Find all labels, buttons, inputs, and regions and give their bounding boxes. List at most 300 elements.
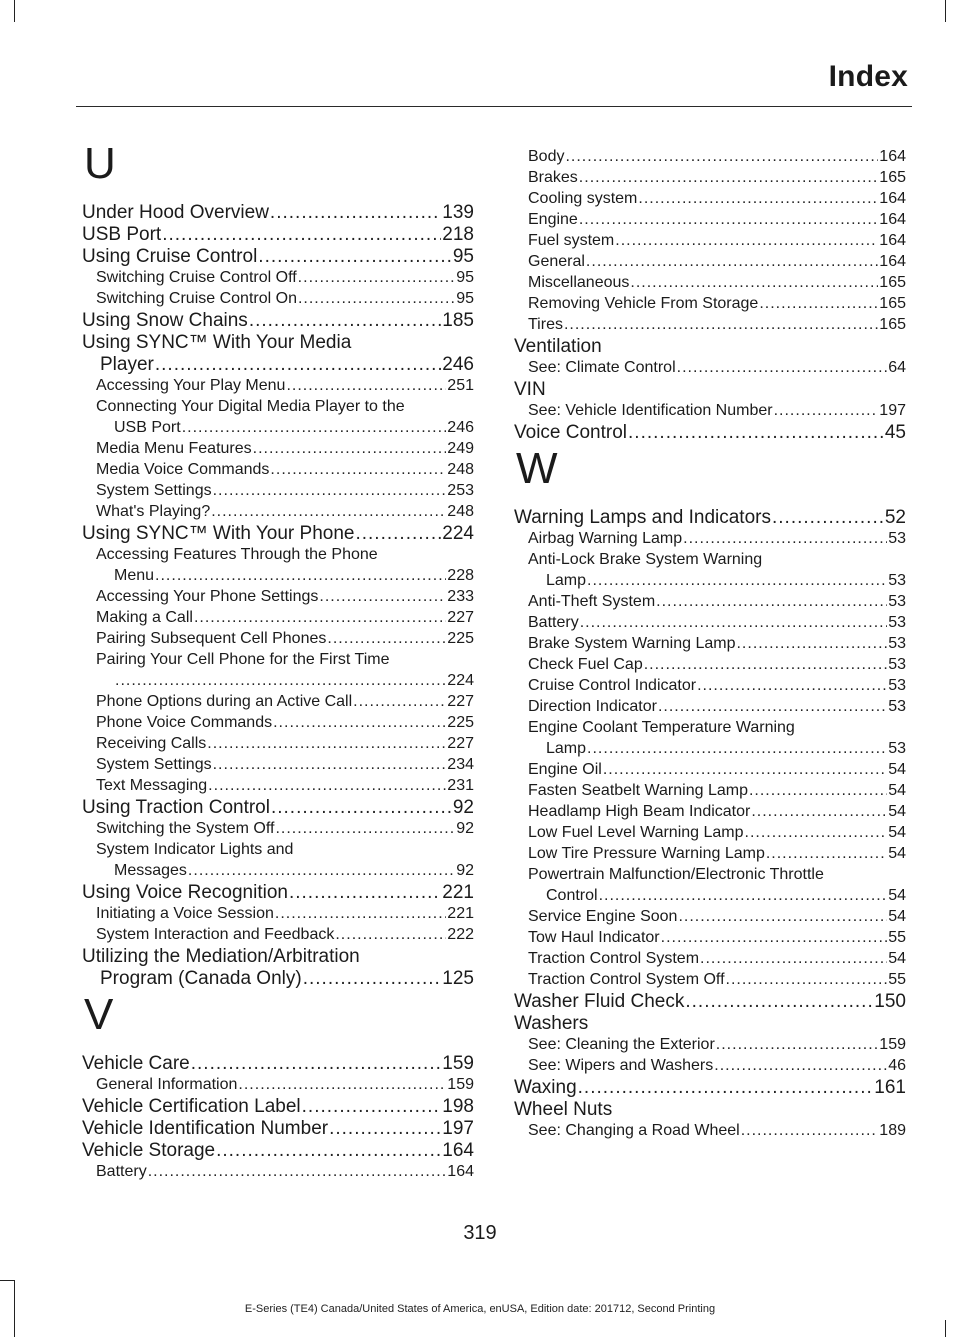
index-subentry[interactable]: [82, 754, 474, 775]
entry-page-number[interactable]: 53: [888, 677, 906, 694]
entry-page-number[interactable]: 46: [888, 1057, 906, 1074]
index-entry[interactable]: [82, 310, 474, 331]
entry-term: Phone Voice Commands: [96, 714, 273, 731]
index-subentry[interactable]: [514, 570, 906, 591]
entry-term: Tires: [528, 316, 563, 333]
entry-term: Washer Fluid Check: [514, 991, 685, 1012]
dot-leader: [726, 969, 888, 990]
entry-page-number[interactable]: 164: [879, 211, 906, 228]
entry-page-number[interactable]: 233: [447, 588, 474, 605]
index-subentry[interactable]: [82, 903, 474, 924]
index-subentry[interactable]: [514, 528, 906, 549]
dot-leader: [182, 417, 447, 438]
index-subentry[interactable]: [514, 251, 906, 272]
index-subentry[interactable]: [82, 860, 474, 881]
index-entry[interactable]: [82, 1140, 474, 1161]
entry-term: Engine: [528, 211, 578, 228]
index-entry[interactable]: [514, 1077, 906, 1098]
dot-leader: [578, 1077, 874, 1098]
entry-term: Using Traction Control: [82, 797, 270, 818]
entry-term: Miscellaneous: [528, 274, 630, 291]
entry-page-number[interactable]: 227: [447, 735, 474, 752]
entry-page-number[interactable]: 251: [447, 377, 474, 394]
index-subentry[interactable]: [514, 843, 906, 864]
index-subentry-heading: Pairing Your Cell Phone for the First Time: [96, 651, 390, 668]
index-entry[interactable]: [82, 224, 474, 245]
entry-page-number[interactable]: 54: [888, 887, 906, 904]
entry-page-number[interactable]: 225: [447, 714, 474, 731]
entry-term: What's Playing?: [96, 503, 211, 520]
index-entry-heading: Utilizing the Mediation/Arbitration: [82, 946, 360, 967]
entry-term: Tow Haul Indicator: [528, 929, 660, 946]
entry-term: System Settings: [96, 482, 212, 499]
entry-term: General: [528, 253, 585, 270]
entry-page-number[interactable]: 227: [447, 693, 474, 710]
header-divider: [76, 106, 912, 107]
entry-page-number[interactable]: 185: [442, 310, 474, 331]
entry-term: Switching Cruise Control Off: [96, 269, 297, 286]
index-subentry[interactable]: [514, 230, 906, 251]
entry-page-number[interactable]: 161: [874, 1077, 906, 1098]
entry-term: See: Climate Control: [528, 359, 676, 376]
dot-leader: [579, 167, 879, 188]
index-entry[interactable]: [514, 507, 906, 528]
dot-leader: [270, 202, 441, 223]
dot-leader: [683, 528, 887, 549]
dot-leader: [162, 224, 441, 245]
entry-page-number[interactable]: 189: [879, 1122, 906, 1139]
index-subentry-heading: Powertrain Malfunction/Electronic Throttle: [528, 866, 824, 883]
entry-page-number[interactable]: 92: [456, 862, 474, 879]
entry-term: Using Voice Recognition: [82, 882, 288, 903]
entry-page-number[interactable]: 53: [888, 698, 906, 715]
dot-leader: [716, 1034, 879, 1055]
index-subentry-heading: Engine Coolant Temperature Warning: [528, 719, 795, 736]
dot-leader: [355, 523, 441, 544]
index-subentry[interactable]: [514, 801, 906, 822]
index-subentry[interactable]: [82, 924, 474, 945]
index-entry-heading: Using SYNC™ With Your Media: [82, 332, 352, 353]
entry-page-number[interactable]: 165: [879, 169, 906, 186]
dot-leader: [772, 507, 884, 528]
entry-term: Check Fuel Cap: [528, 656, 643, 673]
index-subentry[interactable]: [514, 612, 906, 633]
entry-page-number[interactable]: 225: [447, 630, 474, 647]
entry-term: Text Messaging: [96, 777, 208, 794]
dot-leader: [587, 570, 887, 591]
index-entry[interactable]: [82, 968, 474, 989]
entry-term: Making a Call: [96, 609, 193, 626]
entry-term: USB Port: [114, 419, 181, 436]
entry-term: Waxing: [514, 1077, 577, 1098]
dot-leader: [302, 1096, 442, 1117]
dot-leader: [603, 759, 887, 780]
index-subentry[interactable]: [514, 633, 906, 654]
dot-leader: [564, 314, 878, 335]
entry-page-number[interactable]: 253: [447, 482, 474, 499]
dot-leader: [275, 903, 446, 924]
entry-term: See: Changing a Road Wheel: [528, 1122, 740, 1139]
entry-term: Control: [546, 887, 598, 904]
entry-term: Using Snow Chains: [82, 310, 248, 331]
index-subentry[interactable]: [514, 969, 906, 990]
entry-page-number[interactable]: 248: [447, 461, 474, 478]
entry-term: Service Engine Soon: [528, 908, 678, 925]
index-entry[interactable]: [82, 523, 474, 544]
index-entry[interactable]: [82, 246, 474, 267]
index-subentry[interactable]: [514, 759, 906, 780]
index-subentry[interactable]: [82, 733, 474, 754]
entry-page-number[interactable]: 197: [879, 402, 906, 419]
index-subentry[interactable]: [514, 885, 906, 906]
dot-leader: [599, 885, 888, 906]
entry-page-number[interactable]: 234: [447, 756, 474, 773]
index-entry-heading: Washers: [514, 1013, 589, 1034]
entry-page-number[interactable]: 159: [879, 1036, 906, 1053]
entry-page-number[interactable]: 53: [888, 572, 906, 589]
index-subentry[interactable]: [514, 696, 906, 717]
dot-leader: [714, 1055, 887, 1076]
dot-leader: [745, 822, 888, 843]
entry-term: See: Vehicle Identification Number: [528, 402, 773, 419]
index-entry[interactable]: [82, 1096, 474, 1117]
entry-term: Program (Canada Only): [100, 968, 302, 989]
dot-leader: [303, 968, 442, 989]
dot-leader: [319, 586, 446, 607]
index-subentry[interactable]: [82, 607, 474, 628]
dot-leader: [741, 1120, 879, 1141]
entry-page-number[interactable]: 54: [888, 950, 906, 967]
entry-page-number[interactable]: 227: [447, 609, 474, 626]
entry-page-number[interactable]: 125: [442, 968, 474, 989]
entry-page-number[interactable]: 249: [447, 440, 474, 457]
entry-term: Headlamp High Beam Indicator: [528, 803, 751, 820]
index-subentry[interactable]: [82, 501, 474, 522]
entry-term: Removing Vehicle From Storage: [528, 295, 759, 312]
dot-leader: [258, 246, 452, 267]
dot-leader: [580, 612, 888, 633]
index-subentry[interactable]: [514, 1120, 906, 1141]
section-letter: U: [84, 139, 116, 188]
index-subentry[interactable]: [82, 417, 474, 438]
dot-leader: [353, 691, 446, 712]
dot-leader: [628, 422, 884, 443]
index-entry-heading: Ventilation: [514, 336, 602, 357]
index-subentry[interactable]: [514, 1034, 906, 1055]
index-entry[interactable]: [82, 354, 474, 375]
entry-term: Airbag Warning Lamp: [528, 530, 683, 547]
entry-term: Fasten Seatbelt Warning Lamp: [528, 782, 748, 799]
entry-term: Phone Options during an Active Call: [96, 693, 353, 710]
entry-term: Voice Control: [514, 422, 628, 443]
entry-page-number[interactable]: 165: [879, 274, 906, 291]
entry-page-number[interactable]: 52: [884, 507, 906, 528]
entry-term: Battery: [96, 1163, 147, 1180]
dot-leader: [270, 459, 446, 480]
dot-leader: [273, 712, 446, 733]
page-title: Index: [828, 60, 908, 93]
entry-page-number[interactable]: 164: [879, 148, 906, 165]
index-subentry[interactable]: [82, 670, 474, 691]
entry-page-number[interactable]: 159: [442, 1053, 474, 1074]
index-entry[interactable]: [82, 202, 474, 223]
entry-term: USB Port: [82, 224, 162, 245]
entry-page-number[interactable]: 197: [442, 1118, 474, 1139]
dot-leader: [736, 633, 887, 654]
entry-term: Accessing Your Phone Settings: [96, 588, 319, 605]
index-entry[interactable]: [82, 797, 474, 818]
entry-term: Lamp: [546, 572, 587, 589]
entry-term: Brakes: [528, 169, 578, 186]
index-subentry[interactable]: [82, 775, 474, 796]
entry-page-number[interactable]: 164: [879, 232, 906, 249]
index-subentry[interactable]: [514, 675, 906, 696]
index-subentry[interactable]: [82, 712, 474, 733]
dot-leader: [191, 1053, 442, 1074]
dot-leader: [579, 209, 878, 230]
index-subentry[interactable]: [514, 780, 906, 801]
index-entry[interactable]: [82, 882, 474, 903]
index-subentry[interactable]: [82, 375, 474, 396]
index-column-left: [82, 138, 474, 1182]
dot-leader: [298, 267, 456, 288]
entry-term: Traction Control System: [528, 950, 700, 967]
dot-leader: [638, 188, 878, 209]
dot-leader: [630, 272, 878, 293]
entry-term: Low Fuel Level Warning Lamp: [528, 824, 744, 841]
index-subentry[interactable]: [514, 591, 906, 612]
index-subentry[interactable]: [514, 146, 906, 167]
page-number: 319: [463, 1222, 497, 1244]
index-subentry[interactable]: [82, 1161, 474, 1182]
entry-page-number[interactable]: 198: [442, 1096, 474, 1117]
entry-page-number[interactable]: 64: [888, 359, 906, 376]
dot-leader: [587, 738, 887, 759]
dot-leader: [207, 733, 446, 754]
entry-page-number[interactable]: 53: [888, 635, 906, 652]
entry-page-number[interactable]: 54: [888, 761, 906, 778]
entry-term: Media Menu Features: [96, 440, 252, 457]
entry-page-number[interactable]: 95: [452, 246, 474, 267]
entry-page-number[interactable]: 55: [888, 971, 906, 988]
index-subentry[interactable]: [514, 293, 906, 314]
dot-leader: [253, 438, 447, 459]
index-subentry-heading: Anti-Lock Brake System Warning: [528, 551, 763, 568]
dot-leader: [685, 991, 873, 1012]
index-subentry[interactable]: [514, 927, 906, 948]
entry-page-number[interactable]: 218: [442, 224, 474, 245]
entry-term: Player: [100, 354, 154, 375]
dot-leader: [697, 675, 887, 696]
entry-term: Lamp: [546, 740, 587, 757]
index-subentry-heading: System Indicator Lights and: [96, 841, 294, 858]
section-letter: W: [516, 444, 558, 493]
entry-page-number[interactable]: 53: [888, 740, 906, 757]
index-subentry[interactable]: [82, 818, 474, 839]
dot-leader: [335, 924, 446, 945]
section-letter: V: [84, 990, 114, 1039]
entry-page-number[interactable]: 164: [879, 253, 906, 270]
entry-page-number[interactable]: 54: [888, 908, 906, 925]
entry-term: Under Hood Overview: [82, 202, 269, 223]
entry-page-number[interactable]: 53: [888, 656, 906, 673]
entry-term: Accessing Your Play Menu: [96, 377, 286, 394]
index-subentry[interactable]: [82, 586, 474, 607]
entry-page-number[interactable]: 92: [456, 820, 474, 837]
entry-page-number[interactable]: 54: [888, 824, 906, 841]
dot-leader: [271, 797, 452, 818]
dot-leader: [329, 1118, 441, 1139]
entry-term: Warning Lamps and Indicators: [514, 507, 771, 528]
dot-leader: [658, 696, 887, 717]
entry-page-number[interactable]: 53: [888, 593, 906, 610]
dot-leader: [644, 654, 887, 675]
entry-page-number[interactable]: 92: [452, 797, 474, 818]
edition-info: E-Series (TE4) Canada/United States of America, enUSA, Edition date: 201712, Second Printing: [244, 1303, 716, 1315]
dot-leader: [615, 230, 878, 251]
index-entry[interactable]: [514, 991, 906, 1012]
index-subentry[interactable]: [514, 1055, 906, 1076]
index-entry[interactable]: [514, 422, 906, 443]
index-subentry[interactable]: [514, 400, 906, 421]
entry-term: See: Cleaning the Exterior: [528, 1036, 715, 1053]
index-subentry[interactable]: [82, 288, 474, 309]
dot-leader: [749, 780, 887, 801]
entry-page-number[interactable]: 231: [447, 777, 474, 794]
dot-leader: [213, 480, 447, 501]
crop-mark-bottom-left-h: [0, 1280, 14, 1281]
entry-page-number[interactable]: 246: [442, 354, 474, 375]
crop-mark-bottom-right-v: [945, 1320, 946, 1337]
entry-page-number[interactable]: 224: [442, 523, 474, 544]
index-subentry[interactable]: [514, 357, 906, 378]
entry-term: Initiating a Voice Session: [96, 905, 274, 922]
index-subentry[interactable]: [514, 738, 906, 759]
entry-term: System Settings: [96, 756, 212, 773]
crop-mark-top-right-v: [945, 0, 946, 22]
entry-page-number[interactable]: 248: [447, 503, 474, 520]
entry-page-number[interactable]: 224: [447, 672, 474, 689]
index-subentry[interactable]: [514, 906, 906, 927]
entry-page-number[interactable]: 221: [447, 905, 474, 922]
index-column-right: [514, 146, 906, 1141]
index-subentry[interactable]: [514, 209, 906, 230]
entry-page-number[interactable]: 164: [442, 1140, 474, 1161]
dot-leader: [298, 288, 455, 309]
dot-leader: [700, 948, 887, 969]
dot-leader: [275, 818, 455, 839]
dot-leader: [115, 670, 446, 691]
dot-leader: [249, 310, 441, 331]
index-entry-heading: VIN: [514, 379, 546, 400]
dot-leader: [211, 501, 446, 522]
index-subentry[interactable]: [82, 459, 474, 480]
index-subentry[interactable]: [82, 691, 474, 712]
entry-term: Anti-Theft System: [528, 593, 656, 610]
index-subentry[interactable]: [514, 654, 906, 675]
entry-term: Engine Oil: [528, 761, 602, 778]
entry-term: Battery: [528, 614, 579, 631]
entry-page-number[interactable]: 45: [884, 422, 906, 443]
entry-term: Switching the System Off: [96, 820, 275, 837]
index-subentry[interactable]: [82, 628, 474, 649]
dot-leader: [766, 843, 887, 864]
entry-term: Vehicle Identification Number: [82, 1118, 329, 1139]
entry-term: Brake System Warning Lamp: [528, 635, 736, 652]
dot-leader: [213, 754, 447, 775]
index-entry[interactable]: [82, 1053, 474, 1074]
entry-page-number[interactable]: 221: [442, 882, 474, 903]
entry-page-number[interactable]: 95: [456, 290, 474, 307]
entry-term: Media Voice Commands: [96, 461, 270, 478]
entry-page-number[interactable]: 54: [888, 845, 906, 862]
index-subentry[interactable]: [82, 438, 474, 459]
index-subentry-heading: Accessing Features Through the Phone: [96, 546, 378, 563]
entry-page-number[interactable]: 164: [879, 190, 906, 207]
dot-leader: [678, 906, 887, 927]
dot-leader: [208, 775, 446, 796]
dot-leader: [656, 591, 887, 612]
index-subentry[interactable]: [514, 314, 906, 335]
entry-page-number[interactable]: 53: [888, 530, 906, 547]
entry-term: Direction Indicator: [528, 698, 657, 715]
dot-leader: [774, 400, 879, 421]
index-subentry[interactable]: [514, 948, 906, 969]
index-subentry-heading: Connecting Your Digital Media Player to the: [96, 398, 405, 415]
dot-leader: [661, 927, 888, 948]
dot-leader: [148, 1161, 447, 1182]
entry-page-number[interactable]: 165: [879, 316, 906, 333]
index-subentry[interactable]: [82, 267, 474, 288]
entry-term: Fuel system: [528, 232, 615, 249]
entry-page-number[interactable]: 228: [447, 567, 474, 584]
index-subentry[interactable]: [82, 1074, 474, 1095]
entry-page-number[interactable]: 54: [888, 803, 906, 820]
entry-term: Vehicle Certification Label: [82, 1096, 301, 1117]
index-subentry[interactable]: [514, 188, 906, 209]
entry-page-number[interactable]: 246: [447, 419, 474, 436]
dot-leader: [565, 146, 878, 167]
entry-page-number[interactable]: 222: [447, 926, 474, 943]
dot-leader: [677, 357, 888, 378]
entry-page-number[interactable]: 95: [456, 269, 474, 286]
entry-page-number[interactable]: 159: [447, 1076, 474, 1093]
dot-leader: [155, 565, 446, 586]
entry-page-number[interactable]: 54: [888, 782, 906, 799]
index-subentry[interactable]: [82, 480, 474, 501]
index-subentry[interactable]: [514, 167, 906, 188]
dot-leader: [586, 251, 878, 272]
index-entry-heading: Wheel Nuts: [514, 1099, 613, 1120]
entry-page-number[interactable]: 150: [874, 991, 906, 1012]
entry-term: System Interaction and Feedback: [96, 926, 335, 943]
index-subentry[interactable]: [514, 822, 906, 843]
index-entry[interactable]: [82, 1118, 474, 1139]
entry-term: Menu: [114, 567, 155, 584]
dot-leader: [155, 354, 441, 375]
index-subentry[interactable]: [514, 272, 906, 293]
dot-leader: [751, 801, 887, 822]
entry-page-number[interactable]: 165: [879, 295, 906, 312]
entry-page-number[interactable]: 53: [888, 614, 906, 631]
entry-page-number[interactable]: 164: [447, 1163, 474, 1180]
dot-leader: [238, 1074, 446, 1095]
entry-page-number[interactable]: 139: [442, 202, 474, 223]
entry-page-number[interactable]: 55: [888, 929, 906, 946]
entry-term: See: Wipers and Washers: [528, 1057, 714, 1074]
index-subentry[interactable]: [82, 565, 474, 586]
dot-leader: [759, 293, 878, 314]
